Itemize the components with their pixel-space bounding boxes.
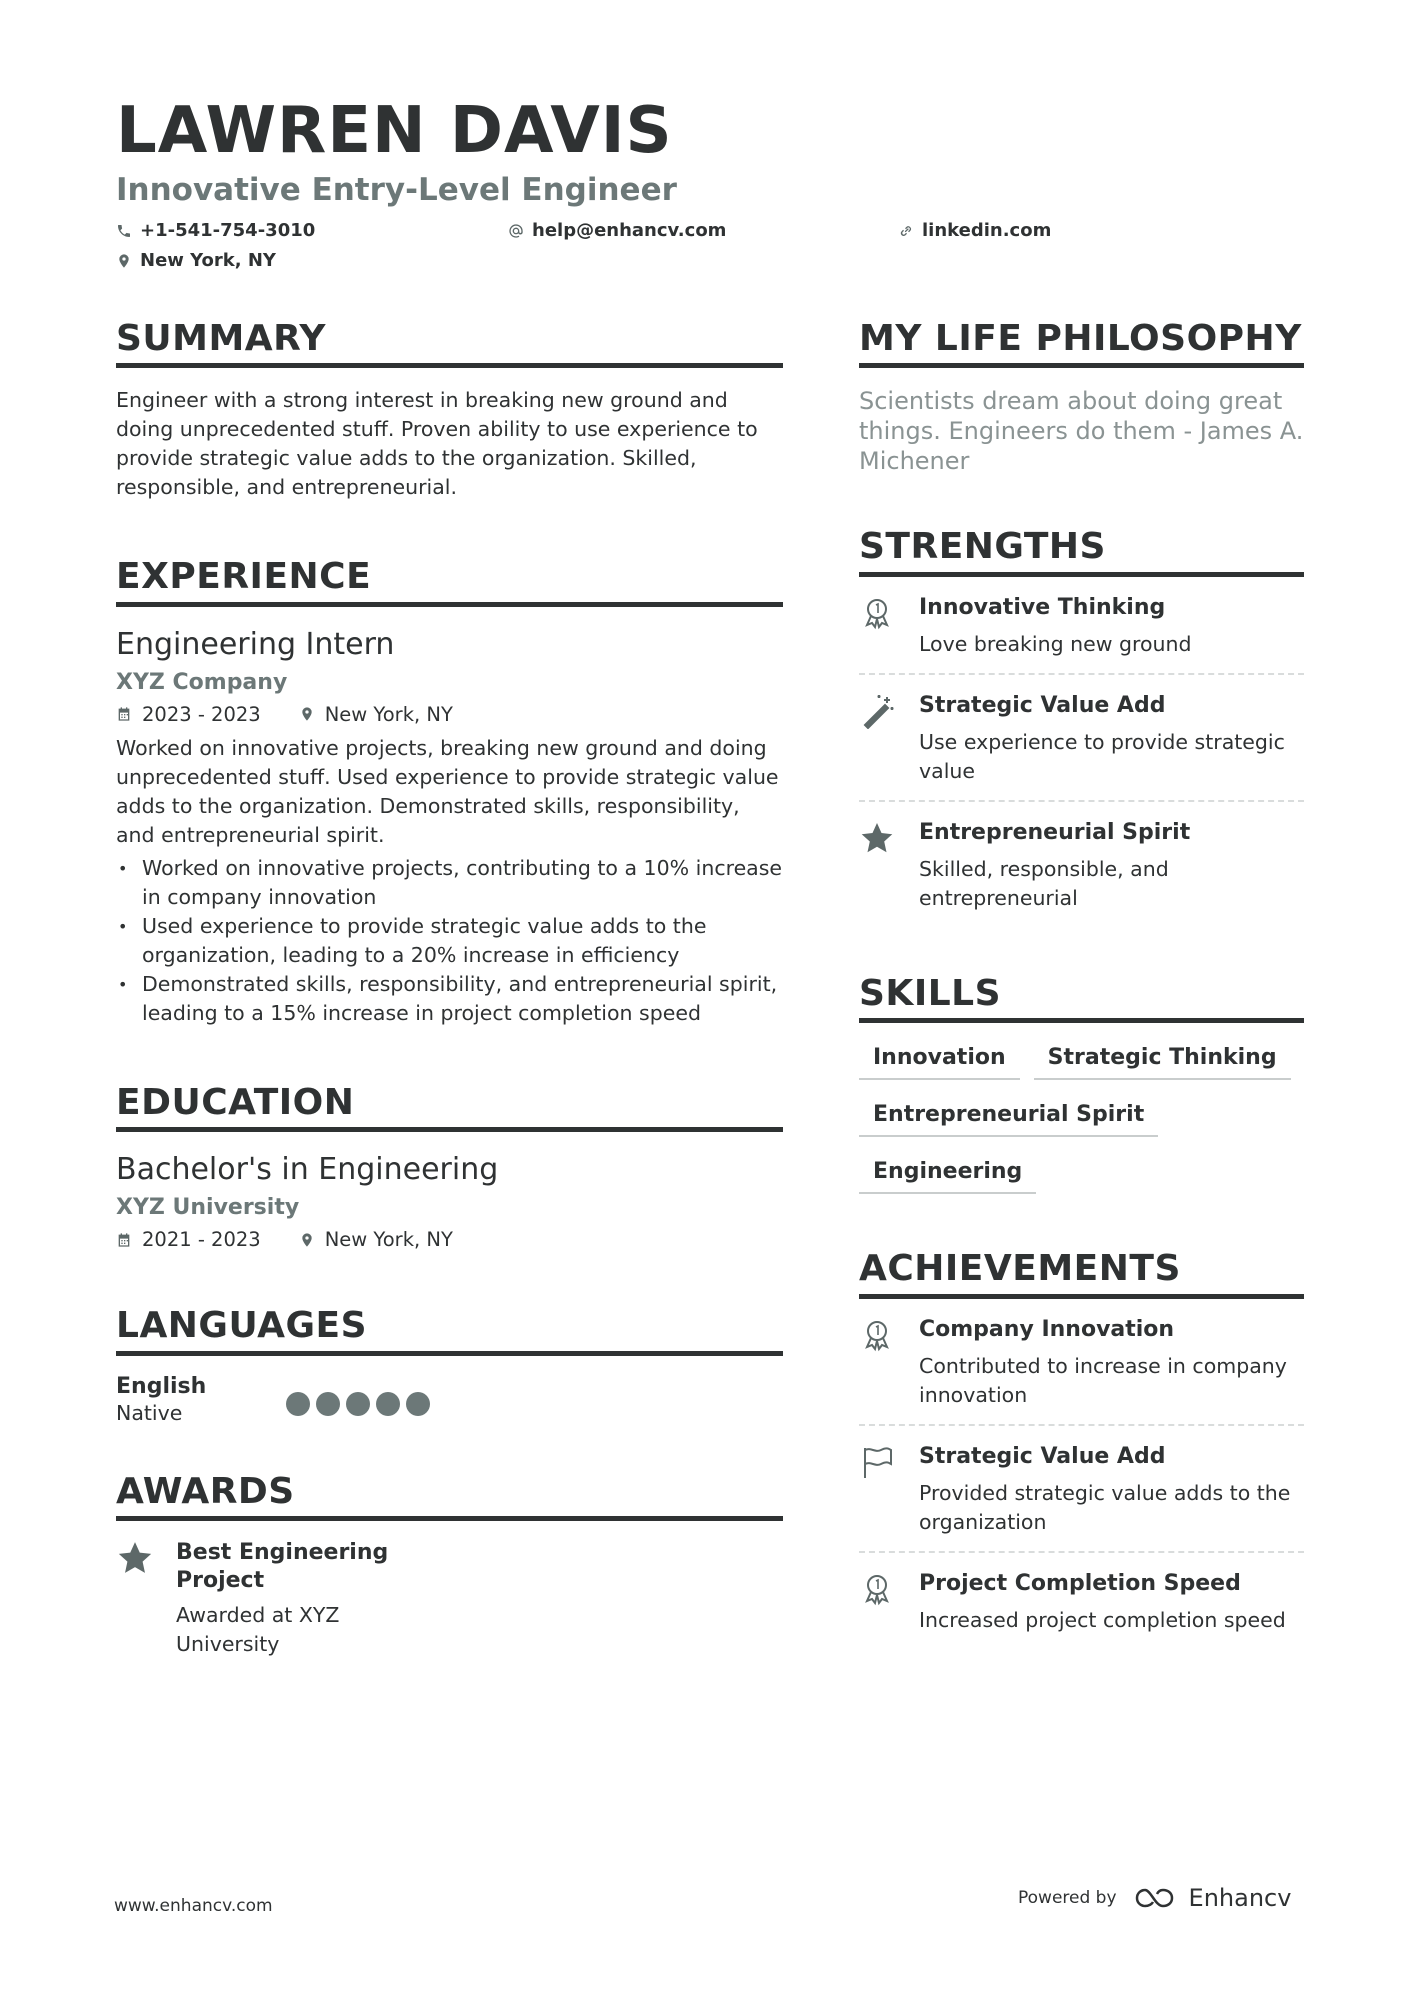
award-title: Best Engineering Project <box>176 1539 389 1593</box>
footer-branding <box>1018 1884 1291 1912</box>
contact-location <box>116 250 276 271</box>
contact-phone[interactable] <box>116 220 315 241</box>
calendar-icon <box>116 706 132 722</box>
footer-website[interactable]: www.enhancv.com <box>114 1896 273 1916</box>
strength-item <box>859 802 1304 927</box>
degree-title: Bachelor's in Engineering <box>116 1152 499 1188</box>
summary-section <box>116 318 783 502</box>
education-dates: 2021 - 2023 <box>142 1228 261 1252</box>
star-icon <box>859 820 895 856</box>
bullet-item: • Worked on innovative projects, contributing to a 10% increase in company innovation <box>116 854 783 912</box>
achievement-title: Strategic Value Add <box>919 1443 1166 1469</box>
philosophy-heading: MY LIFE PHILOSOPHY <box>859 318 1304 368</box>
summary-text: Engineer with a strong interest in breaking new ground and doing unprecedented stuff. Proven ability to use experience to provide strategic value adds to the organization. Skilled, responsible, and entrepreneurial. <box>116 388 758 500</box>
achievement-description: Provided strategic value adds to the organization <box>919 1480 1291 1534</box>
award-item <box>116 1539 783 1659</box>
strength-description: Skilled, responsible, and entrepreneurial <box>919 856 1169 910</box>
rating-dot <box>286 1392 310 1416</box>
rating-dot <box>316 1392 340 1416</box>
enhancv-logo-icon <box>1133 1885 1179 1911</box>
achievement-description: Contributed to increase in company innovation <box>919 1353 1287 1407</box>
education-section <box>116 1082 783 1251</box>
at-icon <box>508 223 524 239</box>
language-rating <box>286 1392 430 1416</box>
languages-heading: LANGUAGES <box>116 1305 783 1355</box>
contact-email[interactable] <box>508 220 726 241</box>
strength-title: Innovative Thinking <box>919 594 1166 620</box>
achievements-section <box>859 1248 1304 1648</box>
flag-icon <box>859 1444 895 1480</box>
rating-dot <box>406 1392 430 1416</box>
link-icon <box>898 223 914 239</box>
achievement-item <box>859 1426 1304 1553</box>
achievement-item <box>859 1299 1304 1426</box>
location-text: New York, NY <box>140 250 276 271</box>
awards-section <box>116 1471 783 1659</box>
job-title: Engineering Intern <box>116 626 395 662</box>
strength-item <box>859 577 1304 675</box>
achievement-title: Company Innovation <box>919 1316 1175 1342</box>
magic-wand-icon <box>859 693 895 729</box>
strength-icon-wrap <box>859 595 919 659</box>
award-icon-wrap <box>116 1539 176 1659</box>
strengths-heading: STRENGTHS <box>859 526 1304 576</box>
achievement-item <box>859 1553 1304 1649</box>
job-meta <box>116 703 783 726</box>
strength-description: Use experience to provide strategic value <box>919 729 1285 783</box>
skill-tag: Innovation <box>859 1039 1020 1080</box>
calendar-icon <box>116 1232 132 1248</box>
language-name: English <box>116 1373 207 1399</box>
skill-tag: Engineering <box>859 1153 1036 1194</box>
philosophy-quote: Scientists dream about doing great things. Engineers do them - James A. Michener <box>859 387 1304 476</box>
location-pin-icon <box>299 1232 315 1248</box>
candidate-title: Innovative Entry-Level Engineer <box>116 172 677 208</box>
right-column <box>859 318 1304 1689</box>
philosophy-section <box>859 318 1304 476</box>
phone-text: +1-541-754-3010 <box>140 220 316 241</box>
summary-heading: SUMMARY <box>116 318 783 368</box>
medal-icon <box>859 1317 895 1353</box>
rating-dot <box>376 1392 400 1416</box>
strength-title: Strategic Value Add <box>919 692 1166 718</box>
location-pin-icon <box>299 706 315 722</box>
achievement-description: Increased project completion speed <box>919 1607 1286 1632</box>
strength-item <box>859 675 1304 802</box>
language-item <box>116 1374 783 1425</box>
award-description: Awarded at XYZ University <box>176 1602 340 1656</box>
job-dates: 2023 - 2023 <box>142 702 261 726</box>
bullet-item: • Demonstrated skills, responsibility, and entrepreneurial spirit, leading to a 15% increase in project completion speed <box>116 970 783 1028</box>
strength-title: Entrepreneurial Spirit <box>919 819 1191 845</box>
contact-linkedin[interactable] <box>898 220 1051 241</box>
achievement-icon-wrap <box>859 1444 919 1537</box>
left-column <box>116 318 783 1699</box>
achievements-heading: ACHIEVEMENTS <box>859 1248 1304 1298</box>
school-name: XYZ University <box>116 1195 300 1221</box>
skills-section <box>859 973 1304 1194</box>
skill-tag: Entrepreneurial Spirit <box>859 1096 1158 1137</box>
brand-logo[interactable] <box>1133 1884 1292 1912</box>
achievement-title: Project Completion Speed <box>919 1570 1241 1596</box>
brand-name: Enhancv <box>1188 1884 1292 1912</box>
strength-description: Love breaking new ground <box>919 631 1192 656</box>
powered-by-text: Powered by <box>1018 1888 1117 1908</box>
location-pin-icon <box>116 253 132 269</box>
company-name: XYZ Company <box>116 669 288 695</box>
email-text: help@enhancv.com <box>532 220 727 241</box>
languages-section <box>116 1305 783 1424</box>
skills-heading: SKILLS <box>859 973 1304 1023</box>
phone-icon <box>116 223 132 239</box>
awards-heading: AWARDS <box>116 1471 783 1521</box>
candidate-name: LAWREN DAVIS <box>116 94 673 168</box>
achievement-icon-wrap <box>859 1317 919 1410</box>
skills-list <box>859 1039 1304 1194</box>
education-heading: EDUCATION <box>116 1082 783 1132</box>
job-description: Worked on innovative projects, breaking new ground and doing unprecedented stuff. Used experience to provide strategic value adds to the organization. Demonstrated skills, responsibility, and entrepreneurial spirit. <box>116 735 779 847</box>
job-location: New York, NY <box>324 702 453 726</box>
linkedin-text: linkedin.com <box>922 220 1052 241</box>
medal-icon <box>859 1571 895 1607</box>
language-level: Native <box>116 1400 183 1425</box>
job-bullets <box>116 854 783 1028</box>
achievement-icon-wrap <box>859 1571 919 1635</box>
bullet-item: • Used experience to provide strategic value adds to the organization, leading to a 20% increase in efficiency <box>116 912 783 970</box>
education-location: New York, NY <box>324 1228 453 1252</box>
education-meta <box>116 1228 783 1251</box>
skill-tag: Strategic Thinking <box>1034 1039 1291 1080</box>
strength-icon-wrap <box>859 693 919 786</box>
rating-dot <box>346 1392 370 1416</box>
strengths-section <box>859 526 1304 926</box>
strength-icon-wrap <box>859 820 919 913</box>
star-icon <box>116 1539 154 1577</box>
experience-heading: EXPERIENCE <box>116 556 783 606</box>
medal-icon <box>859 595 895 631</box>
experience-section <box>116 556 783 1027</box>
